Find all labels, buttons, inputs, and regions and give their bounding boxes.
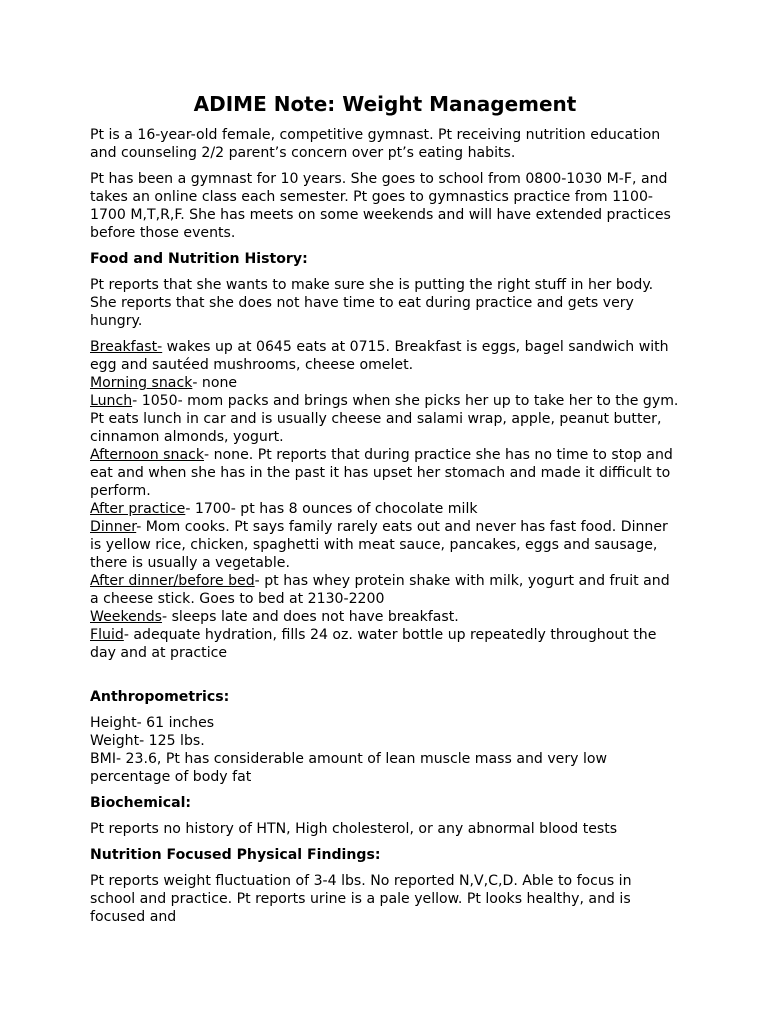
meal-text: - sleeps late and does not have breakfast.: [162, 609, 459, 625]
document-title: ADIME Note: Weight Management: [193, 92, 577, 116]
anthropometrics-list: [90, 714, 680, 786]
bmi-line: BMI- 23.6, Pt has considerable amount of lean muscle mass and very low percentage of body fat: [90, 751, 608, 785]
physical-findings-text: Pt reports weight fluctuation of 3-4 lbs. No reported N,V,C,D. Able to focus in school and practice. Pt reports urine is a pale yellow. Pt looks healthy, and is focused and: [90, 873, 632, 925]
meal-label: Weekends: [90, 609, 163, 625]
food-history-heading: Food and Nutrition History:: [90, 251, 308, 267]
meal-label: Lunch: [90, 393, 133, 409]
biochemical-heading: Biochemical:: [90, 795, 192, 811]
meal-breakfast: [90, 338, 680, 374]
biochemical-text: Pt reports no history of HTN, High cholesterol, or any abnormal blood tests: [90, 821, 618, 837]
meal-list: [90, 338, 680, 662]
anthropometrics-heading: Anthropometrics:: [90, 689, 230, 705]
meal-text: - Mom cooks. Pt says family rarely eats out and never has fast food. Dinner is yellow rice, chicken, spaghetti with meat sauce, pancakes, eggs and sausage, there is usually a vegetable.: [90, 519, 668, 571]
physical-findings-heading: Nutrition Focused Physical Findings:: [90, 847, 381, 863]
meal-label: Fluid: [90, 627, 124, 643]
meal-text: - adequate hydration, fills 24 oz. water bottle up repeatedly throughout the day and at practice: [90, 627, 657, 661]
meal-text: wakes up at 0645 eats at 0715. Breakfast is eggs, bagel sandwich with egg and sautéed mushrooms, cheese omelet.: [90, 339, 669, 373]
height-line: Height- 61 inches: [90, 715, 215, 731]
meal-afternoon-snack: [90, 446, 680, 500]
meal-label: After practice: [90, 501, 186, 517]
meal-after-dinner: [90, 572, 680, 608]
food-history-summary: Pt reports that she wants to make sure she is putting the right stuff in her body. She reports that she does not have time to eat during practice and gets very hungry.: [90, 277, 654, 329]
meal-text: - none: [192, 375, 238, 391]
meal-label: After dinner/before bed: [90, 573, 255, 589]
meal-text: - pt has whey protein shake with milk, yogurt and fruit and a cheese stick. Goes to bed at 2130-2200: [90, 573, 670, 607]
meal-text: - none. Pt reports that during practice she has no time to stop and eat and when she has in the past it has upset her stomach and made it difficult to perform.: [90, 447, 673, 499]
meal-text: - 1700- pt has 8 ounces of chocolate milk: [185, 501, 478, 517]
meal-morning-snack: [90, 374, 680, 392]
meal-dinner: [90, 518, 680, 572]
intro-paragraph-2: Pt has been a gymnast for 10 years. She goes to school from 0800-1030 M-F, and takes an online class each semester. Pt goes to gymnastics practice from 1100-1700 M,T,R,F. She has meets on some weekends and will have extended practices before those events.: [90, 171, 671, 241]
meal-fluid: [90, 626, 680, 662]
document-page: [90, 90, 680, 934]
meal-label: Morning snack: [90, 375, 193, 391]
intro-paragraph-1: Pt is a 16-year-old female, competitive gymnast. Pt receiving nutrition education and counseling 2/2 parent’s concern over pt’s eating habits.: [90, 127, 661, 161]
meal-label: Breakfast-: [90, 339, 163, 355]
meal-after-practice: [90, 500, 680, 518]
meal-text: - 1050- mom packs and brings when she picks her up to take her to the gym. Pt eats lunch in car and is usually cheese and salami wrap, apple, peanut butter, cinnamon almonds, yogurt.: [90, 393, 679, 445]
meal-lunch: [90, 392, 680, 446]
meal-label: Afternoon snack: [90, 447, 205, 463]
weight-line: Weight- 125 lbs.: [90, 733, 205, 749]
meal-label: Dinner: [90, 519, 137, 535]
meal-weekends: [90, 608, 680, 626]
